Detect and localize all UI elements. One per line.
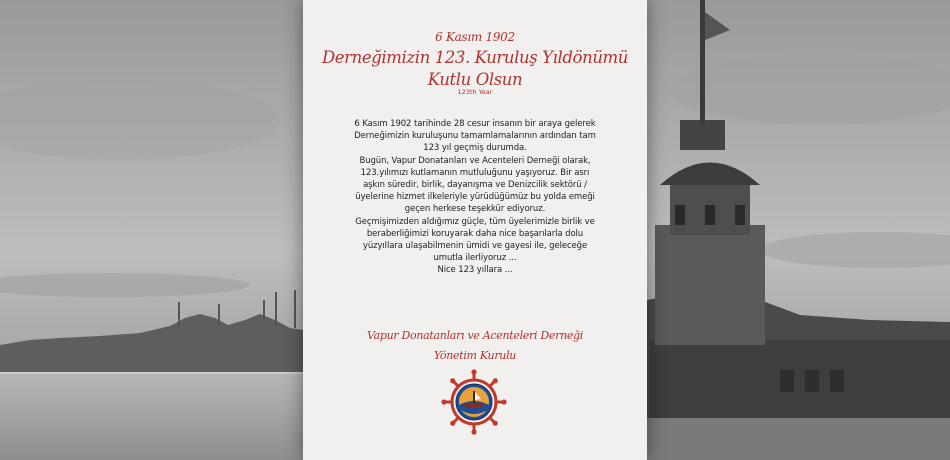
message-line: Bugün, Vapur Donatanları ve Acenteleri Derneği olarak, xyxy=(359,155,591,166)
date-heading: 6 Kasım 1902 xyxy=(435,30,515,44)
message-line: geçen herkese teşekkür ediyoruz. xyxy=(404,204,546,215)
message-line: Derneğimizin kuruluşunu tamamlamalarının ardından tam xyxy=(354,131,596,142)
anniversary-headline xyxy=(303,47,647,91)
message-line: Geçmişimizden aldığımız güçle, tüm üyelerimizle birlik ve xyxy=(355,216,595,227)
message-line: üyelerine hizmet ilkeleriyle yürüdüğümüz bu yolda emeği xyxy=(355,192,595,203)
message-line: Nice 123 yıllara ... xyxy=(437,265,513,276)
headline-line: Kutlu Olsun xyxy=(427,70,523,89)
message-body xyxy=(335,118,615,277)
ship-wheel-emblem-icon xyxy=(441,369,507,435)
organization-name: Vapur Donatanları ve Acenteleri Derneği xyxy=(366,329,584,342)
headline-line: Derneğimizin 123. Kuruluş Yıldönümü xyxy=(321,48,629,67)
message-line: 123 yıl geçmiş durumda. xyxy=(423,143,527,154)
message-line: yüzyıllara ulaşabilmenin ümidi ve gayesi ile, geleceğe xyxy=(362,241,588,252)
year-subtitle: 123th Year xyxy=(457,88,493,96)
board-name: Yönetim Kurulu xyxy=(433,349,517,362)
message-line: 123.yılımızı kutlamanın mutluluğunu yaşıyoruz. Bir asrı xyxy=(360,167,590,178)
message-line: beraberliğimizi koruyarak daha nice başarılarla dolu xyxy=(366,228,584,239)
signature-block xyxy=(303,326,647,366)
message-line: umutla ilerliyoruz ... xyxy=(433,253,517,264)
message-line: aşkın süredir, birlik, dayanışma ve Denizcilik sektörü / xyxy=(363,180,587,191)
message-line: 6 Kasım 1902 tarihinde 28 cesur insanın bir araya gelerek xyxy=(354,119,596,129)
anniversary-card xyxy=(303,0,647,460)
